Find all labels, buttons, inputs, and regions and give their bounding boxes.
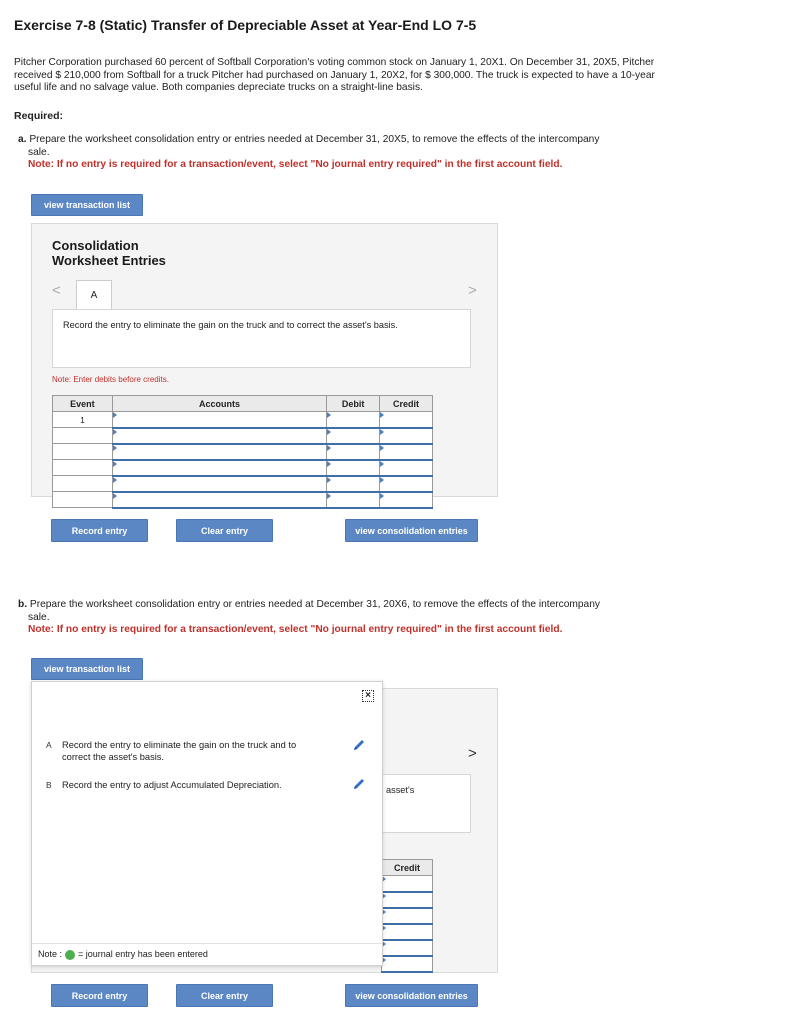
part-a-note: Note: If no entry is required for a transaction/event, select "No journal entry required" in the first account field. <box>28 159 563 170</box>
journal-table <box>52 395 433 509</box>
part-b-note: Note: If no entry is required for a transaction/event, select "No journal entry required" in the first account field. <box>28 624 563 635</box>
credit-input[interactable] <box>382 892 433 908</box>
next-chevron-icon[interactable]: > <box>468 282 477 299</box>
table-row <box>53 412 433 428</box>
part-a-question-line2: sale. <box>28 146 50 158</box>
part-b-clear-entry-button[interactable]: Clear entry <box>176 984 273 1007</box>
entry-instruction-partial: asset's <box>381 774 471 833</box>
account-input[interactable] <box>112 492 326 508</box>
part-a-view-transaction-list-button[interactable]: view transaction list <box>31 194 143 216</box>
event-cell <box>53 476 113 492</box>
prev-chevron-icon[interactable]: < <box>52 282 61 299</box>
problem-text: Pitcher Corporation purchased 60 percent of Softball Corporation's voting common stock on January 1, 20X1. On December 31, 20X5, Pitcher received $ 210,000 from Softball for a truck Pitcher had purchased on January 1, 20X2, for $ 300,000. The truck is expected to have a 10-year useful life and no salvage value. Both companies depreciate trucks on a straight-line basis. <box>14 57 655 93</box>
panel-title-line1: Consolidation <box>52 238 139 253</box>
part-b-question <box>18 599 668 637</box>
account-input[interactable] <box>112 460 326 476</box>
part-a-question <box>18 134 668 172</box>
part-b-question-line2: sale. <box>28 611 50 623</box>
table-row <box>382 892 433 908</box>
part-a-record-entry-button[interactable]: Record entry <box>51 519 148 542</box>
part-a-worksheet-panel <box>31 223 498 497</box>
required-label: Required: <box>14 110 64 122</box>
transaction-item-a[interactable] <box>62 739 342 763</box>
entered-status-dot-icon <box>65 950 75 960</box>
close-icon[interactable]: × <box>362 690 374 702</box>
credit-input[interactable] <box>382 876 433 892</box>
debit-input[interactable] <box>327 428 380 444</box>
transaction-list-popup <box>31 681 383 966</box>
transaction-letter-b: B <box>46 780 52 790</box>
table-row <box>382 908 433 924</box>
credit-input[interactable] <box>380 428 433 444</box>
part-b-letter: b. <box>18 599 28 610</box>
transaction-item-a-line2: correct the asset's basis. <box>62 752 165 762</box>
debit-note: Note: Enter debits before credits. <box>52 375 169 384</box>
event-cell <box>53 492 113 508</box>
table-row <box>53 460 433 476</box>
credit-input[interactable] <box>382 924 433 940</box>
page-title: Exercise 7-8 (Static) Transfer of Depreciable Asset at Year-End LO 7-5 <box>14 17 477 33</box>
credit-input[interactable] <box>380 444 433 460</box>
debit-input[interactable] <box>327 460 380 476</box>
part-a-question-line1: Prepare the worksheet consolidation entry or entries needed at December 31, 20X5, to remove the effects of the intercompany <box>29 134 600 145</box>
event-cell <box>53 460 113 476</box>
tab-a[interactable]: A <box>76 280 112 310</box>
credit-input[interactable] <box>382 956 433 972</box>
edit-pencil-icon[interactable] <box>352 777 366 791</box>
header-event: Event <box>53 396 113 412</box>
table-row <box>53 476 433 492</box>
debit-input[interactable] <box>327 492 380 508</box>
transaction-item-b[interactable] <box>62 779 342 791</box>
header-accounts: Accounts <box>112 396 326 412</box>
debit-input[interactable] <box>327 476 380 492</box>
table-row <box>53 444 433 460</box>
table-row <box>53 428 433 444</box>
popup-legend <box>38 948 208 960</box>
edit-pencil-icon[interactable] <box>352 738 366 752</box>
part-b-question-line1: Prepare the worksheet consolidation entry or entries needed at December 31, 20X6, to remove the effects of the intercompany <box>29 599 600 610</box>
table-row <box>53 492 433 508</box>
debit-input[interactable] <box>327 412 380 428</box>
header-credit: Credit <box>382 860 433 876</box>
credit-input[interactable] <box>380 492 433 508</box>
table-row <box>382 924 433 940</box>
table-row <box>382 876 433 892</box>
part-b-view-transaction-list-button[interactable]: view transaction list <box>31 658 143 680</box>
credit-input[interactable] <box>380 460 433 476</box>
part-a-clear-entry-button[interactable]: Clear entry <box>176 519 273 542</box>
account-input[interactable] <box>112 412 326 428</box>
transaction-item-b-line1: Record the entry to adjust Accumulated Depreciation. <box>62 780 282 790</box>
credit-input[interactable] <box>380 412 433 428</box>
account-input[interactable] <box>112 428 326 444</box>
credit-input[interactable] <box>382 908 433 924</box>
event-cell: 1 <box>53 412 113 428</box>
event-cell <box>53 428 113 444</box>
table-row <box>382 940 433 956</box>
next-chevron-icon[interactable]: > <box>468 745 477 762</box>
popup-note-prefix: Note : <box>38 949 63 959</box>
credit-input[interactable] <box>382 940 433 956</box>
account-input[interactable] <box>112 476 326 492</box>
journal-table-partial <box>381 859 433 973</box>
transaction-letter-a: A <box>46 740 52 750</box>
part-b-view-consolidation-entries-button[interactable]: view consolidation entries <box>345 984 478 1007</box>
debit-input[interactable] <box>327 444 380 460</box>
entry-instruction: Record the entry to eliminate the gain on the truck and to correct the asset's basis. <box>52 309 471 368</box>
part-a-letter: a. <box>18 134 27 145</box>
event-cell <box>53 444 113 460</box>
transaction-item-a-line1: Record the entry to eliminate the gain on the truck and to <box>62 740 297 750</box>
panel-title <box>52 238 166 268</box>
header-debit: Debit <box>327 396 380 412</box>
panel-title-line2: Worksheet Entries <box>52 253 166 268</box>
header-credit: Credit <box>380 396 433 412</box>
credit-input[interactable] <box>380 476 433 492</box>
popup-note-suffix: = journal entry has been entered <box>78 949 208 959</box>
part-b-record-entry-button[interactable]: Record entry <box>51 984 148 1007</box>
account-input[interactable] <box>112 444 326 460</box>
table-row <box>382 956 433 972</box>
part-a-view-consolidation-entries-button[interactable]: view consolidation entries <box>345 519 478 542</box>
